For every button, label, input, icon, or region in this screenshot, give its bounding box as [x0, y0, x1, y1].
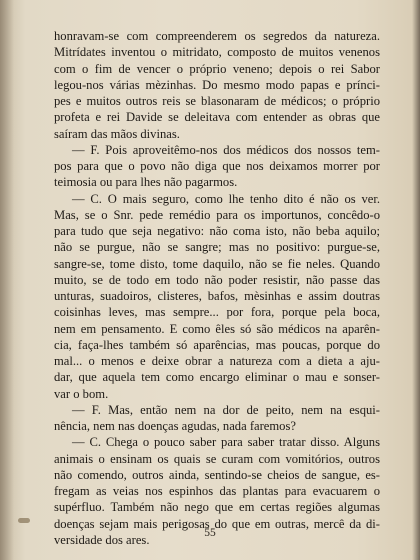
page-number: 55	[204, 527, 216, 539]
text-line: legou-nos várias mèzinhas. Do mesmo modo papas e prínci-	[54, 77, 380, 92]
text-line: honravam-se com compreenderem os segredos da natureza.	[54, 29, 380, 43]
gutter-shadow	[0, 0, 14, 560]
text-line: unturas, suadoiros, clisteres, bafos, mèsinhas e assim doutras	[54, 289, 380, 303]
text-line: animais o ensinam os quais se curam com vomitórios, outros	[54, 451, 380, 466]
text-line: doenças sejam mais perigosas do que em outras, mercê da di-	[54, 516, 380, 531]
text-line: sangre-se, tome disto, tome daquilo, não se fie neles. Quando	[54, 256, 380, 271]
text-line: — C. O mais seguro, como lhe tenho dito é não os ver.	[72, 191, 380, 206]
text-line: profeta e rei Davide se deleitava com entender as obras que	[54, 110, 380, 125]
text-line: teimosia ou para lhes não pagarmos.	[54, 175, 238, 190]
text-line: supérfluo. Também não nego que em certas regiões algumas	[54, 500, 380, 515]
text-line: versidade dos ares.	[54, 532, 150, 547]
text-line: mal... o menos e deixe obrar a natureza com a dieta a aju-	[54, 354, 380, 368]
text-line: fregam as veias nos espinhos das plantas para evacuarem o	[54, 484, 380, 498]
text-line: dar, que aquela tem como encargo eliminar o mau e sonser-	[54, 370, 380, 385]
text-line: pes e muitos outros reis se blasonaram de médicos; o próprio	[54, 94, 380, 108]
text-line: var o bom.	[54, 386, 109, 401]
text-line: pos para que o povo não diga que nos deixamos morrer por	[54, 159, 380, 173]
text-line: cia, faça-lhes também só aparências, mas poucas, porque do	[54, 337, 380, 352]
body-text	[54, 28, 380, 548]
text-line: saíram das mãos divinas.	[54, 126, 180, 141]
text-line: muito, se de todo em todo não poder resistir, não passe das	[54, 272, 380, 287]
text-line: — C. Chega o pouco saber para saber tratar disso. Alguns	[72, 435, 380, 450]
text-line: com o fim de vencer o próprio veneno; depois o rei Sabor	[54, 61, 380, 76]
text-line: nem em pensamento. E como êles só são médicos na aparên-	[54, 321, 380, 336]
ink-stain	[18, 518, 30, 523]
text-line: Mas, se o Snr. pede remédio para os importunos, concêdo-o	[54, 207, 380, 222]
text-line: não comendo, outros ainda, sentindo-se cheios de sangue, es-	[54, 467, 380, 482]
text-line: coisinhas leves, mas sempre... por fora, porque pela boca,	[54, 305, 380, 320]
text-line: nência, nem nas doenças agudas, nada faremos?	[54, 419, 296, 433]
text-line: não se purgue, não se sangre; mas no positivo: purgue-se,	[54, 240, 380, 255]
page-edge-shadow	[412, 0, 420, 560]
text-line: para tudo que seja negativo: não coma isto, não beba aquilo;	[54, 224, 380, 238]
text-line: — F. Mas, então nem na dor de peito, nem na esqui-	[72, 402, 380, 417]
text-line: — F. Pois aproveitêmo-nos dos médicos dos nossos tem-	[72, 142, 380, 157]
text-line: Mitrídates inventou o mitridato, composto de muitos venenos	[54, 45, 380, 60]
